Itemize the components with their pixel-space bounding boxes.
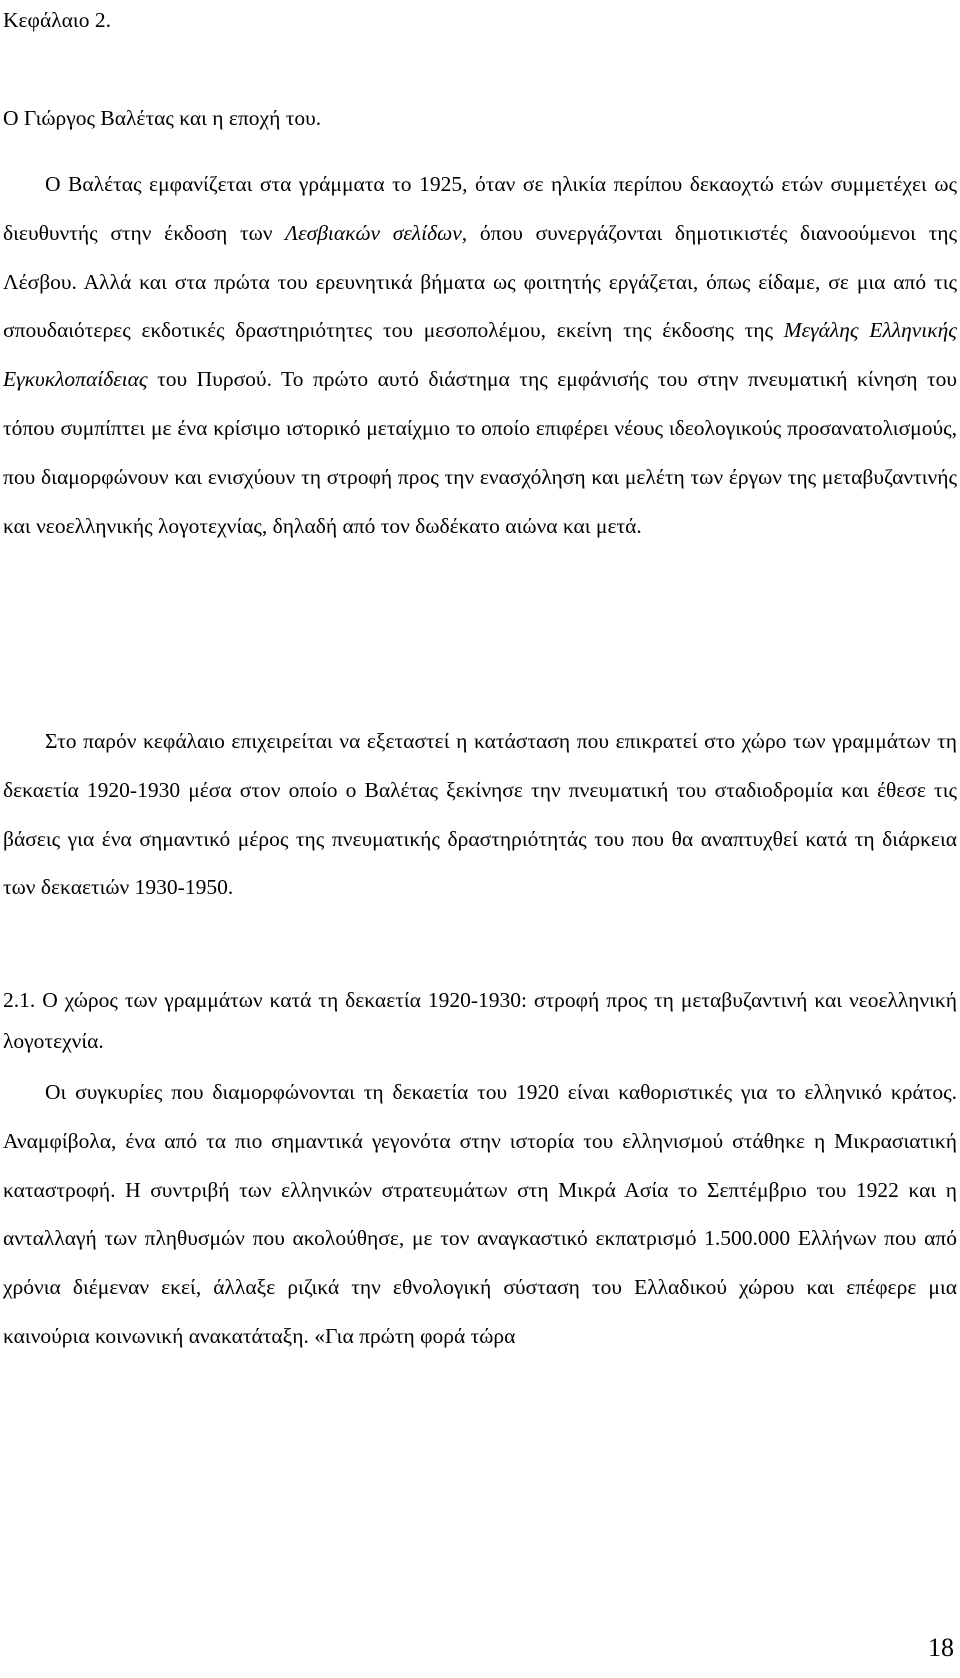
chapter-title: Ο Γιώργος Βαλέτας και η εποχή του. bbox=[3, 106, 322, 130]
section-heading: 2.1. Ο χώρος των γραμμάτων κατά τη δεκαετία 1920-1930: στροφή προς τη μεταβυζαντινή και νεοελληνική λογοτεχνία. bbox=[3, 988, 957, 1053]
paragraph-1 bbox=[3, 160, 957, 550]
paragraph-1-italic-encyclopedia: Μεγάλης Ελληνικής Εγκυκλοπαίδειας bbox=[3, 318, 957, 392]
page-number: 18 bbox=[928, 1633, 954, 1662]
chapter-label: Κεφάλαιο 2. bbox=[3, 8, 111, 32]
paragraph-1-text-a: Ο Βαλέτας εμφανίζεται στα γράμματα το 1925, όταν σε ηλικία περίπου δεκαοχτώ ετών συμμετέχει ως διευθυντής στην έκδοση των bbox=[3, 172, 957, 245]
paragraph-1-italic-title: Λεσβιακών σελίδων bbox=[285, 220, 462, 245]
paragraph-3: Οι συγκυρίες που διαμορφώνονται τη δεκαετία του 1920 είναι καθοριστικές για το ελληνικό κράτος. Αναμφίβολα, ένα από τα πιο σημαντικά γεγονότα στην ιστορία του ελληνισμού στάθηκε η Μικρασιατική καταστροφή. Η συντριβή των ελληνικών στρατευμάτων στη Μικρά Ασία το Σεπτέμβριο του 1922 και η ανταλλαγή των πληθυσμών που ακολούθησε, με τον αναγκαστικό εκπατρισμό 1.500.000 Ελλήνων που από χρόνια διέμεναν εκεί, άλλαξε ριζικά την εθνολογική σύσταση του Ελλαδικού χώρου και επέφερε μια καινούρια κοινωνική ανακατάταξη. «Για πρώτη φορά τώρα bbox=[3, 1080, 957, 1348]
paragraph-1-text-e: του Πυρσού. Το πρώτο αυτό διάστημα της εμφάνισής του στην πνευματική κίνηση του τόπου συμπίπτει με ένα κρίσιμο ιστορικό μεταίχμιο το οποίο επιφέρει νέους ιδεολογικούς προσανατολισμούς, που διαμορφώνουν και ενισχύουν τη στροφή προς την ενασχόληση και μελέτη των έργων της μεταβυζαντινής και νεοελληνικής λογοτεχνίας, δηλαδή από τον δωδέκατο αιώνα και μετά. bbox=[3, 367, 957, 538]
paragraph-1-text-c: , όπου συνεργάζονται δημοτικιστές διανοούμενοι της Λέσβου. Αλλά και στα πρώτα του ερευνητικά βήματα ως φοιτητής εργάζεται, όπως είδαμε, σε μια από τις σπουδαιότερες εκδοτικές δραστηριότητες του μεσοπολέμου, εκείνη της έκδοσης της bbox=[3, 220, 957, 343]
paragraph-2: Στο παρόν κεφάλαιο επιχειρείται να εξεταστεί η κατάσταση που επικρατεί στο χώρο των γραμμάτων τη δεκαετία 1920-1930 μέσα στον οποίο ο Βαλέτας ξεκίνησε την πνευματική του σταδιοδρομία και έθεσε τις βάσεις για ένα σημαντικό μέρος της πνευματικής δραστηριότητάς του που θα αναπτυχθεί κατά τη διάρκεια των δεκαετιών 1930-1950. bbox=[3, 729, 957, 900]
